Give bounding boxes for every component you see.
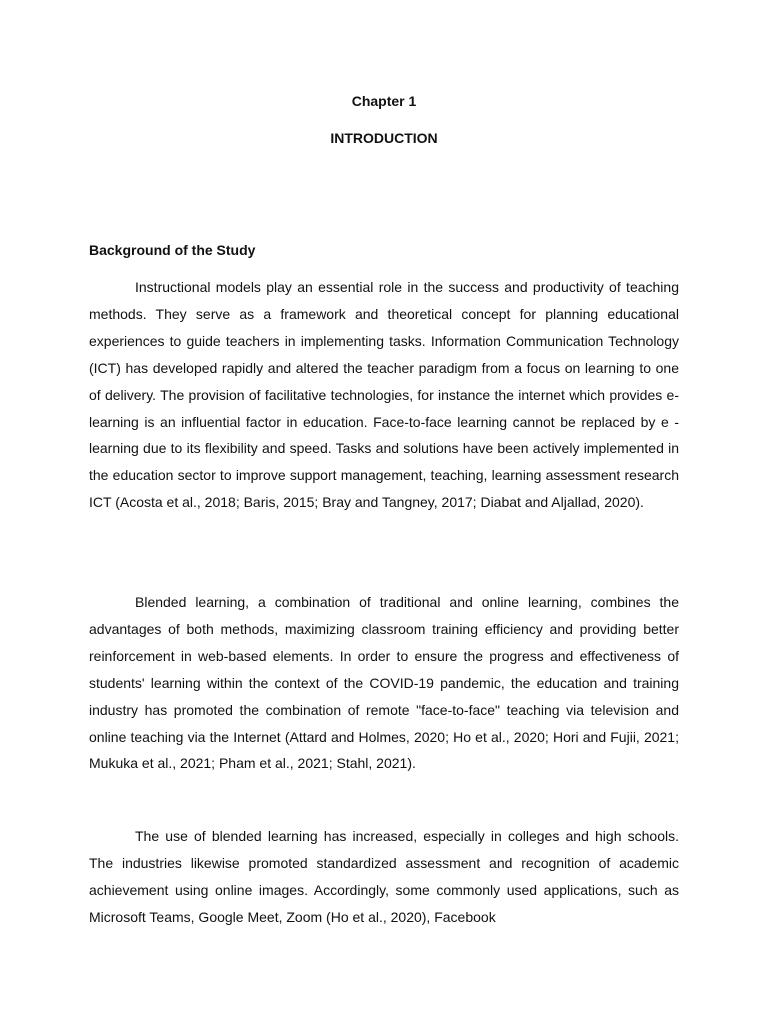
paragraph-3: The use of blended learning has increased, especially in colleges and high schools. The industries likewise promoted standardized assessment and recognition of academic achievement using online images. Accordingly, some commonly used applications, such as Microsoft Teams, Google Meet, Zoom (Ho et al., 2020), Facebook (89, 828, 679, 925)
paragraph-2: Blended learning, a combination of traditional and online learning, combines the advantages of both methods, maximizing classroom training efficiency and providing better reinforcement in web-based elements. In order to ensure the progress and effectiveness of students' learning within the context of the COVID-19 pandemic, the education and training industry has promoted the combination of remote "face-to-face" teaching via television and online teaching via the Internet (Attard and Holmes, 2020; Ho et al., 2020; Hori and Fujii, 2021; Mukuka et al., 2021; Pham et al., 2021; Stahl, 2021). (89, 594, 679, 772)
chapter-label: Chapter 1 (351, 93, 417, 109)
chapter-title: INTRODUCTION (330, 130, 438, 146)
paragraph-1: Instructional models play an essential role in the success and productivity of teaching methods. They serve as a framework and theoretical concept for planning educational experiences to guide teachers in implementing tasks. Information Communication Technology (ICT) has developed rapidly and altered the teacher paradigm from a focus on learning to one of delivery. The provision of facilitative technologies, for instance the internet which provides e-learning is an influential factor in education. Face-to-face learning cannot be replaced by e -learning due to its flexibility and speed. Tasks and solutions have been actively implemented in the education sector to improve support management, teaching, learning assessment research ICT (Acosta et al., 2018; Baris, 2015; Bray and Tangney, 2017; Diabat and Aljallad, 2020). (89, 279, 679, 511)
section-heading: Background of the Study (89, 242, 256, 258)
